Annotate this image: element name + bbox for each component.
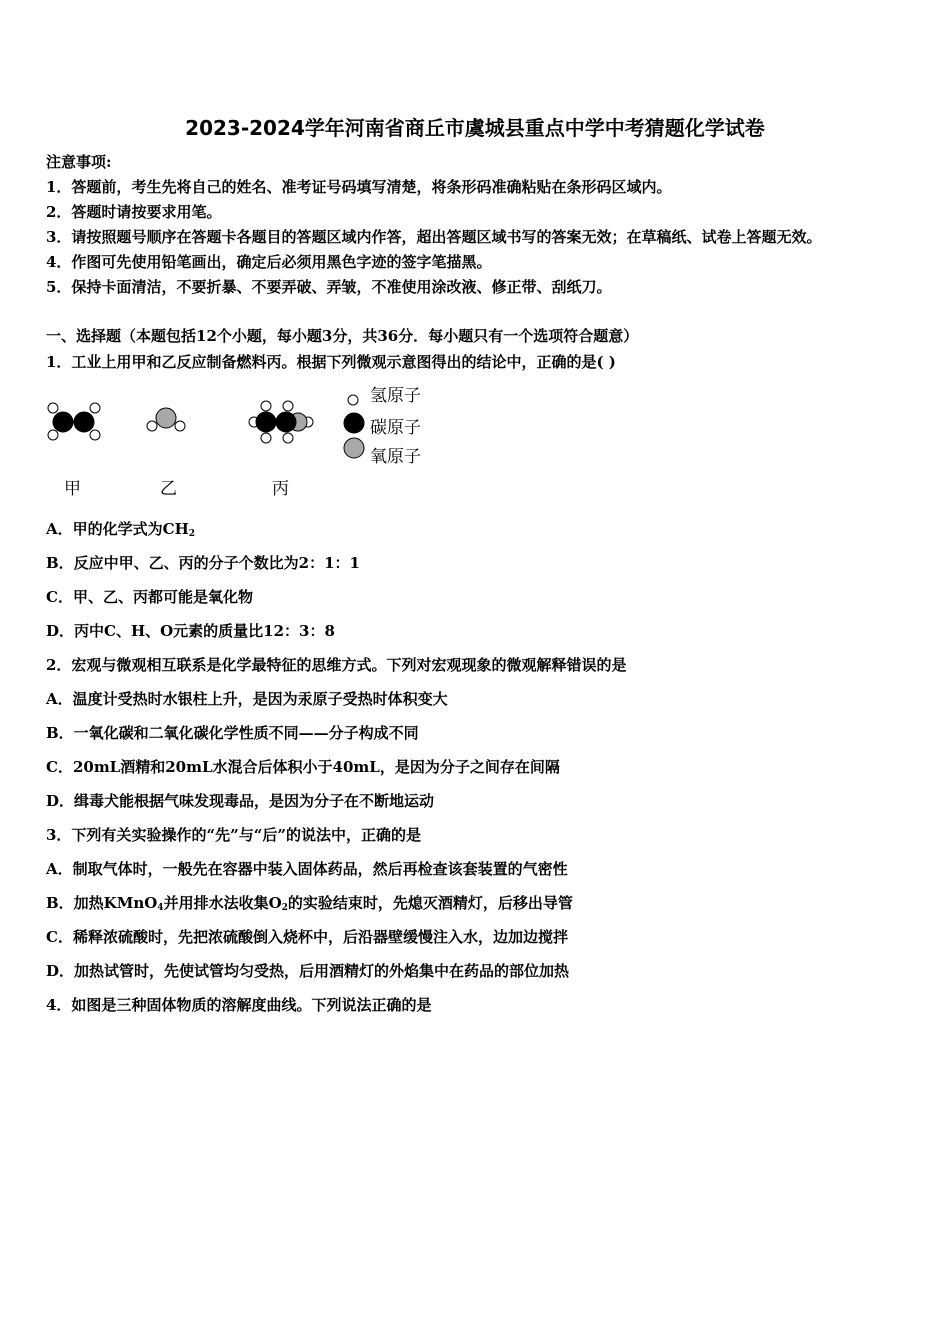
- figure-label-bing: 丙: [272, 479, 289, 499]
- question-3-stem: 3．下列有关实验操作的“先”与“后”的说法中，正确的是: [46, 826, 421, 844]
- notice-item: 3．请按照题号顺序在答题卡各题目的答题区域内作答，超出答题区域书写的答案无效；在草稿纸、试卷上答题无效。: [46, 228, 822, 246]
- q2-option-b: B．一氧化碳和二氧化碳化学性质不同——分子构成不同: [46, 724, 419, 742]
- q3-option-b-part2: 并用排水法收集O: [163, 894, 282, 912]
- page-title: 2023-2024学年河南省商丘市虞城县重点中学中考猜题化学试卷: [185, 116, 765, 140]
- atom-legend: [344, 395, 364, 458]
- legend-hydrogen-symbol: [348, 395, 358, 405]
- notice-item: 5．保持卡面清洁，不要折暴、不要弄破、弄皱，不准使用涂改液、修正带、刮纸刀。: [46, 278, 612, 296]
- q3-option-b-part3: 的实验结束时，先熄灭酒精灯，后移出导管: [287, 894, 573, 912]
- molecule-jia: [48, 403, 100, 440]
- molecule-yi: [147, 408, 185, 431]
- q1-option-b: B．反应中甲、乙、丙的分子个数比为2：1：1: [46, 554, 360, 572]
- q3-option-a: A．制取气体时，一般先在容器中装入固体药品，然后再检查该套装置的气密性: [46, 860, 568, 878]
- q3-option-b: [46, 893, 573, 918]
- notice-item: 4．作图可先使用铅笔画出，确定后必须用黑色字迹的签字笔描黑。: [46, 253, 492, 271]
- legend-oxygen-label: 氧原子: [370, 447, 421, 467]
- q3-option-b-sub2: 2: [281, 903, 288, 913]
- q1-option-a-subscript: 2: [188, 529, 196, 539]
- figure-label-jia: 甲: [64, 479, 81, 499]
- molecule-bing: [249, 401, 313, 443]
- notice-item: 2．答题时请按要求用笔。: [46, 203, 222, 221]
- q2-option-a: A．温度计受热时水银柱上升，是因为汞原子受热时体积变大: [46, 690, 448, 708]
- question-2-stem: 2．宏观与微观相互联系是化学最特征的思维方式。下列对宏观现象的微观解释错误的是: [46, 656, 627, 674]
- q3-option-b-sub1: 4: [157, 903, 164, 913]
- q2-option-c: C．20mL酒精和20mL水混合后体积小于40mL，是因为分子之间存在间隔: [46, 758, 560, 776]
- q3-option-d: D．加热试管时，先使试管均匀受热，后用酒精灯的外焰集中在药品的部位加热: [46, 962, 570, 980]
- q1-option-a: [46, 519, 195, 544]
- question-4-stem: 4．如图是三种固体物质的溶解度曲线。下列说法正确的是: [46, 996, 432, 1014]
- legend-carbon-label: 碳原子: [370, 418, 421, 438]
- q3-option-c: C．稀释浓硫酸时，先把浓硫酸倒入烧杯中，后沿器壁缓慢注入水，边加边搅拌: [46, 928, 568, 946]
- figure-label-yi: 乙: [160, 479, 177, 499]
- q1-option-c: C．甲、乙、丙都可能是氧化物: [46, 588, 253, 606]
- molecule-diagram: [40, 378, 440, 508]
- q1-option-d: D．丙中C、H、O元素的质量比12：3：8: [46, 622, 335, 640]
- question-1-stem: 1．工业上用甲和乙反应制备燃料丙。根据下列微观示意图得出的结论中，正确的是( ): [46, 353, 616, 371]
- q1-option-a-text: A．甲的化学式为CH: [46, 520, 189, 538]
- q3-option-b-part1: B．加热KMnO: [46, 894, 158, 912]
- notice-item: 1．答题前，考生先将自己的姓名、准考证号码填写清楚，将条形码准确粘贴在条形码区域内。: [46, 178, 672, 196]
- legend-carbon-symbol: [344, 413, 364, 433]
- notice-heading: 注意事项:: [46, 153, 112, 171]
- section-heading: 一、选择题（本题包括12个小题，每小题3分，共36分．每小题只有一个选项符合题意）: [46, 327, 639, 345]
- legend-oxygen-symbol: [344, 438, 364, 458]
- q2-option-d: D．缉毒犬能根据气味发现毒品，是因为分子在不断地运动: [46, 792, 435, 810]
- legend-hydrogen-label: 氢原子: [370, 386, 421, 406]
